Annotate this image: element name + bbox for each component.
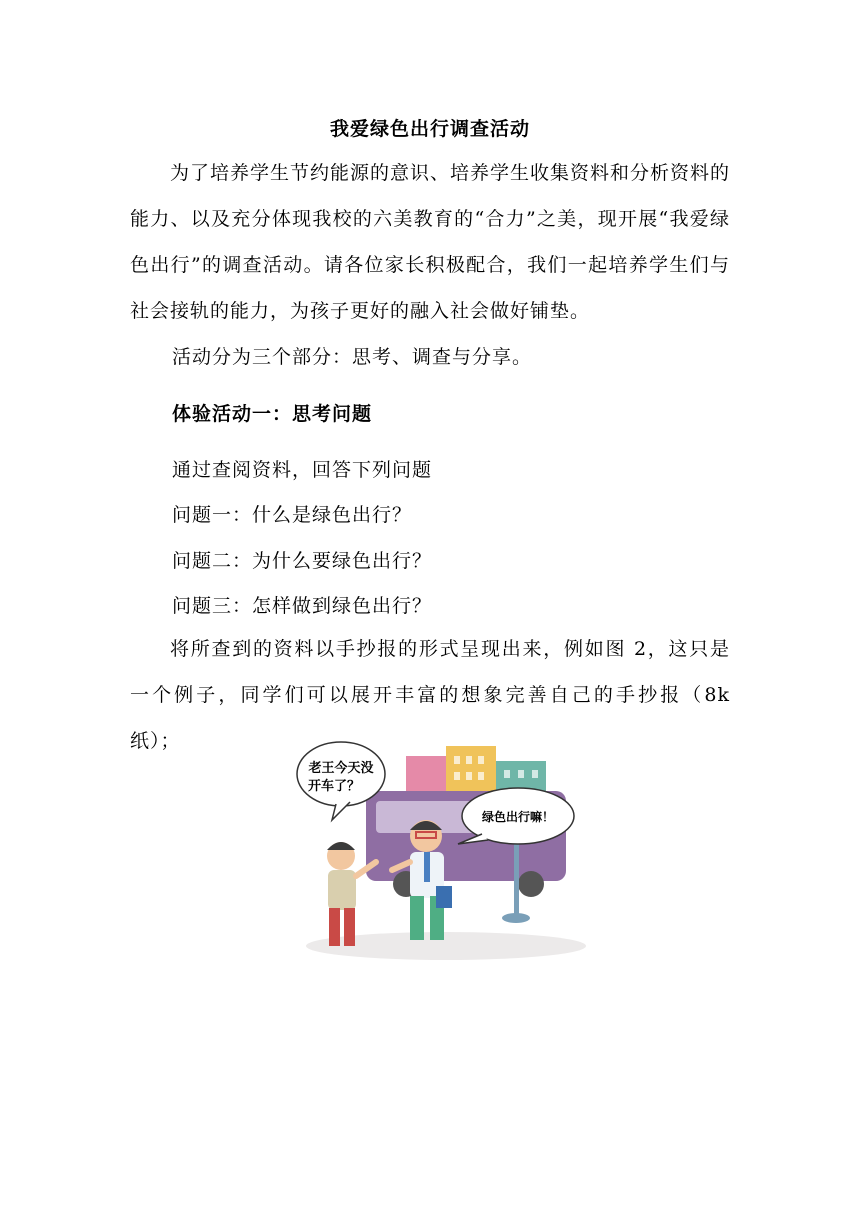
bus-stop-pole bbox=[514, 836, 519, 916]
section-heading: 体验活动一：思考问题 bbox=[172, 403, 373, 425]
bus-stop-base bbox=[502, 913, 530, 923]
lookup-line: 通过查阅资料，回答下列问题 bbox=[172, 459, 433, 481]
green-travel-illustration bbox=[296, 736, 586, 964]
question-one: 问题一：什么是绿色出行？ bbox=[172, 504, 413, 526]
parts-line: 活动分为三个部分：思考、调查与分享。 bbox=[172, 346, 533, 368]
bus-wheel-back bbox=[518, 871, 544, 897]
bubble-left-line1: 老王今天没 bbox=[308, 761, 374, 776]
instruction-paragraph: 将所查到的资料以手抄报的形式呈现出来，例如图 2，这只是一个例子，同学们可以展开丰富的想象完善自己的手抄报（8k 纸）； bbox=[130, 638, 730, 752]
question-two: 问题二：为什么要绿色出行？ bbox=[172, 550, 433, 572]
intro-paragraph: 为了培养学生节约能源的意识、培养学生收集资料和分析资料的能力、以及充分体现我校的六美教育的“合力”之美，现开展“我爱绿色出行”的调查活动。请各位家长积极配合，我们一起培养学生们与社会接轨的能力，为孩子更好的融入社会做好铺垫。 bbox=[130, 162, 731, 322]
bubble-right-text: 绿色出行嘛！ bbox=[481, 810, 555, 824]
question-three: 问题三：怎样做到绿色出行？ bbox=[172, 595, 433, 617]
bubble-left-line2: 开车了？ bbox=[307, 779, 361, 794]
document-title: 我爱绿色出行调查活动 bbox=[329, 118, 530, 140]
